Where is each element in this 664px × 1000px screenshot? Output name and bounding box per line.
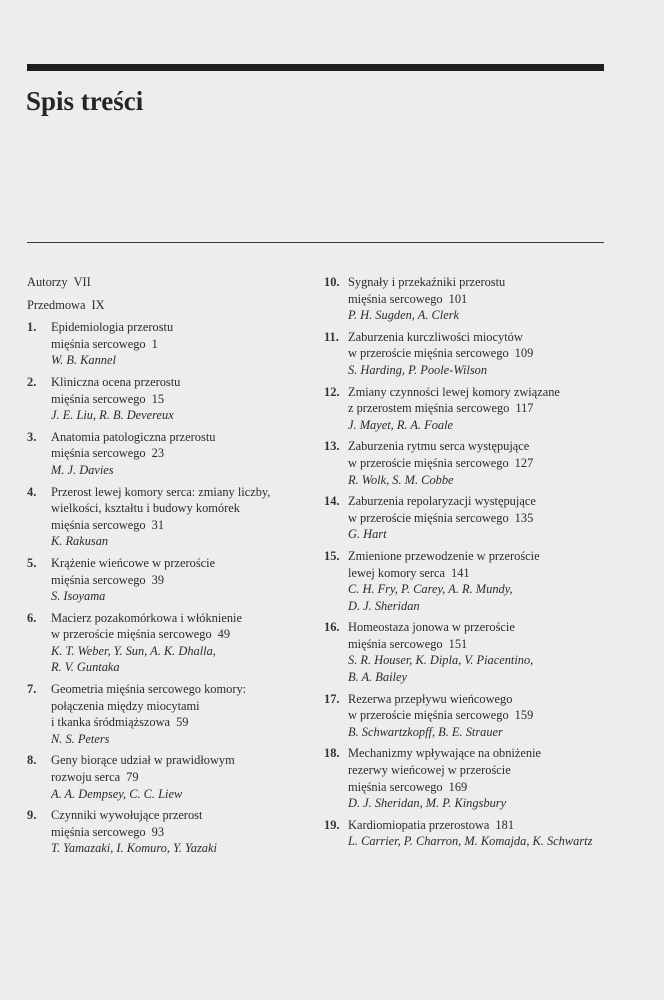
chapter-body (51, 681, 312, 747)
toc-entry[interactable] (324, 691, 609, 741)
chapter-authors: P. H. Sugden, A. Clerk (348, 308, 460, 323)
chapter-number: 18. (324, 746, 340, 761)
toc-entry[interactable] (324, 548, 609, 614)
page-number: 169 (448, 779, 468, 794)
page-number: 141 (451, 565, 470, 580)
chapter-title-line (348, 384, 609, 401)
chapter-body (51, 807, 312, 857)
page-number: 15 (151, 391, 165, 406)
chapter-title-text: w przeroście mięśnia sercowego (51, 627, 212, 642)
section-divider (27, 242, 604, 243)
chapter-title-line (51, 572, 312, 589)
front-matter-label: Przedmowa (27, 297, 86, 312)
chapter-title-text: wielkości, kształtu i budowy komórek (51, 501, 240, 516)
chapter-title-line (51, 698, 312, 715)
chapter-title-text: w przeroście mięśnia sercowego (348, 708, 509, 723)
chapter-number: 17. (324, 691, 340, 706)
chapter-title-text: i tkanka śródmiąższowa (51, 715, 171, 730)
chapter-authors: B. A. Bailey (348, 670, 407, 685)
chapter-authors: D. J. Sheridan, M. P. Kingsbury (348, 796, 507, 811)
chapter-title-text: rezerwy wieńcowej w przeroście (348, 763, 511, 778)
chapter-title-line (51, 626, 312, 643)
chapter-body (51, 555, 312, 605)
page-number: 181 (495, 817, 515, 832)
chapter-title-text: Homeostaza jonowa w przeroście (348, 620, 515, 635)
chapter-authors: J. E. Liu, R. B. Devereux (51, 408, 174, 423)
chapter-title-line (51, 500, 312, 517)
chapter-title-line (348, 548, 609, 565)
toc-entry[interactable] (27, 429, 312, 479)
chapter-number: 14. (324, 494, 340, 509)
chapter-authors: J. Mayet, R. A. Foale (348, 417, 454, 432)
chapter-number: 5. (27, 555, 37, 570)
chapter-authors: B. Schwartzkopff, B. E. Strauer (348, 724, 503, 739)
toc-entry[interactable] (27, 374, 312, 424)
toc-entry[interactable] (27, 555, 312, 605)
chapter-number: 15. (324, 548, 340, 563)
chapter-title-text: Krążenie wieńcowe w przeroście (51, 555, 216, 570)
chapter-title-text: w przeroście mięśnia sercowego (348, 455, 509, 470)
chapter-title-line (348, 745, 609, 762)
top-rule (27, 64, 604, 71)
chapter-title-text: Mechanizmy wpływające na obniżenie (348, 746, 542, 761)
chapter-title-line (51, 484, 312, 501)
chapter-title-text: Zaburzenia kurczliwości miocytów (348, 329, 523, 344)
chapter-title-text: Geometria mięśnia sercowego komory: (51, 682, 247, 697)
toc-left-column (27, 274, 312, 862)
chapter-title-line (348, 762, 609, 779)
chapter-body (51, 610, 312, 676)
page-number: 93 (151, 824, 165, 839)
chapter-authors: R. V. Guntaka (51, 660, 120, 675)
chapter-body (348, 548, 609, 614)
chapter-authors: W. B. Kannel (51, 353, 116, 368)
chapter-body (51, 319, 312, 369)
toc-entry[interactable] (324, 438, 609, 488)
chapter-title-line (51, 610, 312, 627)
toc-entry[interactable] (27, 807, 312, 857)
chapter-title-line (51, 769, 312, 786)
chapter-title-line (348, 565, 609, 582)
chapter-title-text: mięśnia sercowego (51, 446, 146, 461)
chapter-number: 8. (27, 753, 37, 768)
chapter-title-line (348, 493, 609, 510)
chapter-title-text: Zaburzenia repolaryzacji występujące (348, 494, 536, 509)
chapter-title-line (348, 691, 609, 708)
chapter-title-line (348, 817, 609, 834)
chapter-number: 13. (324, 439, 340, 454)
front-matter-entry[interactable] (27, 297, 312, 314)
chapter-title-line (348, 619, 609, 636)
chapter-number: 11. (324, 329, 339, 344)
chapter-title-line (51, 319, 312, 336)
page-number: 135 (514, 510, 534, 525)
chapter-title-line (51, 391, 312, 408)
toc-entry[interactable] (324, 493, 609, 543)
chapter-title-line (348, 329, 609, 346)
chapter-title-text: Anatomia patologiczna przerostu (51, 429, 216, 444)
chapter-body (348, 817, 609, 850)
chapter-body (348, 493, 609, 543)
page-number: 101 (448, 291, 468, 306)
chapter-title-line (348, 455, 609, 472)
chapter-body (348, 745, 609, 811)
page-title: Spis treści (26, 86, 144, 116)
chapter-body (51, 484, 312, 550)
chapter-authors: S. R. Houser, K. Dipla, V. Piacentino, (348, 653, 534, 668)
chapter-title-line (51, 824, 312, 841)
chapter-number: 3. (27, 429, 37, 444)
toc-entry[interactable] (324, 619, 609, 685)
chapter-title-text: Czynniki wywołujące przerost (51, 808, 203, 823)
chapter-authors: R. Wolk, S. M. Cobbe (348, 472, 454, 487)
toc-entry[interactable] (27, 484, 312, 550)
chapter-body (348, 274, 609, 324)
chapter-number: 4. (27, 484, 37, 499)
toc-entry[interactable] (324, 274, 609, 324)
chapter-body (348, 384, 609, 434)
chapter-authors: L. Carrier, P. Charron, M. Komajda, K. Schwartz (348, 834, 593, 849)
page-number: 23 (151, 446, 165, 461)
chapter-title-text: rozwoju serca (51, 770, 121, 785)
chapter-number: 12. (324, 384, 340, 399)
chapter-authors: M. J. Davies (51, 462, 114, 477)
chapter-title-text: Zaburzenia rytmu serca występujące (348, 439, 530, 454)
front-matter-label: Autorzy (27, 275, 68, 289)
chapter-authors: C. H. Fry, P. Carey, A. R. Mundy, (348, 582, 513, 597)
chapter-title-text: Geny biorące udział w prawidłowym (51, 753, 235, 768)
page-number: 109 (514, 346, 534, 361)
chapter-title-text: mięśnia sercowego (51, 517, 146, 532)
chapter-title-text: w przeroście mięśnia sercowego (348, 510, 509, 525)
page-number: 127 (514, 455, 534, 470)
chapter-body (348, 329, 609, 379)
chapter-title-text: w przeroście mięśnia sercowego (348, 346, 509, 361)
chapter-authors: G. Hart (348, 527, 387, 542)
chapter-title-text: Kliniczna ocena przerostu (51, 374, 181, 389)
chapter-title-text: Macierz pozakomórkowa i włóknienie (51, 610, 242, 625)
toc-right-column (324, 274, 609, 855)
chapter-title-text: mięśnia sercowego (51, 391, 146, 406)
chapter-body (51, 429, 312, 479)
chapter-title-text: mięśnia sercowego (51, 572, 146, 587)
chapter-title-text: mięśnia sercowego (51, 336, 146, 351)
chapter-body (348, 438, 609, 488)
toc-entry[interactable] (324, 745, 609, 811)
page-number: 39 (151, 572, 165, 587)
chapter-title-line (51, 374, 312, 391)
chapter-number: 16. (324, 620, 340, 635)
chapter-authors: N. S. Peters (51, 731, 110, 746)
chapter-body (348, 619, 609, 685)
chapter-authors: K. Rakusan (51, 534, 109, 549)
chapter-title-text: mięśnia sercowego (348, 779, 443, 794)
chapter-authors: S. Harding, P. Poole-Wilson (348, 362, 488, 377)
chapter-title-line (51, 714, 312, 731)
toc-entry[interactable] (27, 681, 312, 747)
chapter-title-text: Epidemiologia przerostu (51, 320, 174, 335)
chapter-authors: S. Isoyama (51, 589, 106, 604)
page-number: VII (73, 275, 91, 289)
chapter-title-line (51, 445, 312, 462)
toc-entry[interactable] (324, 384, 609, 434)
chapter-number: 2. (27, 374, 37, 389)
chapter-body (51, 752, 312, 802)
toc-entry[interactable] (27, 752, 312, 802)
chapter-title-text: mięśnia sercowego (348, 636, 443, 651)
toc-entry[interactable] (324, 817, 609, 850)
chapter-title-text: Przerost lewej komory serca: zmiany liczby, (51, 484, 271, 499)
chapter-title-line (348, 510, 609, 527)
chapter-title-line (348, 291, 609, 308)
chapter-title-line (51, 336, 312, 353)
chapter-number: 6. (27, 610, 37, 625)
chapter-title-line (51, 681, 312, 698)
page-number: 159 (514, 708, 534, 723)
chapter-title-text: lewej komory serca (348, 565, 446, 580)
chapter-authors: T. Yamazaki, I. Komuro, Y. Yazaki (51, 841, 217, 856)
chapter-body (51, 374, 312, 424)
chapter-title-text: Zmienione przewodzenie w przeroście (348, 548, 540, 563)
chapter-authors: A. A. Dempsey, C. C. Liew (51, 786, 183, 801)
chapter-number: 7. (27, 682, 37, 697)
chapter-title-line (348, 636, 609, 653)
chapter-title-line (51, 555, 312, 572)
page-number: 151 (448, 636, 468, 651)
chapter-number: 10. (324, 275, 340, 289)
chapter-title-line (51, 517, 312, 534)
chapter-title-line (51, 429, 312, 446)
chapter-title-line (348, 400, 609, 417)
page-number: 79 (126, 770, 139, 785)
chapter-title-line (348, 779, 609, 796)
chapter-authors: D. J. Sheridan (348, 598, 420, 613)
toc-entry[interactable] (324, 329, 609, 379)
page-number: IX (91, 297, 105, 312)
page-number: 49 (217, 627, 231, 642)
chapter-body (348, 691, 609, 741)
chapter-title-text: z przerostem mięśnia sercowego (348, 401, 510, 416)
chapter-authors: K. T. Weber, Y. Sun, A. K. Dhalla, (51, 643, 216, 658)
chapter-title-line (348, 438, 609, 455)
chapter-number: 9. (27, 808, 37, 823)
chapter-number: 1. (27, 320, 37, 335)
chapter-title-text: Sygnały i przekaźniki przerostu (348, 275, 506, 289)
chapter-title-text: Rezerwa przepływu wieńcowego (348, 691, 513, 706)
page-number: 31 (151, 517, 165, 532)
chapter-title-text: Kardiomiopatia przerostowa (348, 817, 490, 832)
toc-entry[interactable] (27, 319, 312, 369)
page-number: 117 (515, 401, 534, 416)
toc-entry[interactable] (27, 610, 312, 676)
chapter-title-line (348, 345, 609, 362)
chapter-title-text: połączenia między miocytami (51, 698, 200, 713)
chapter-number: 19. (324, 817, 340, 832)
chapter-title-text: mięśnia sercowego (51, 824, 146, 839)
chapter-title-line (51, 807, 312, 824)
page-number: 59 (176, 715, 189, 730)
chapter-title-line (348, 274, 609, 291)
front-matter-entry[interactable] (27, 274, 312, 291)
chapter-title-text: Zmiany czynności lewej komory związane (348, 384, 560, 399)
chapter-title-line (348, 707, 609, 724)
page-number: 1 (151, 336, 158, 351)
chapter-title-text: mięśnia sercowego (348, 291, 443, 306)
chapter-title-line (51, 752, 312, 769)
